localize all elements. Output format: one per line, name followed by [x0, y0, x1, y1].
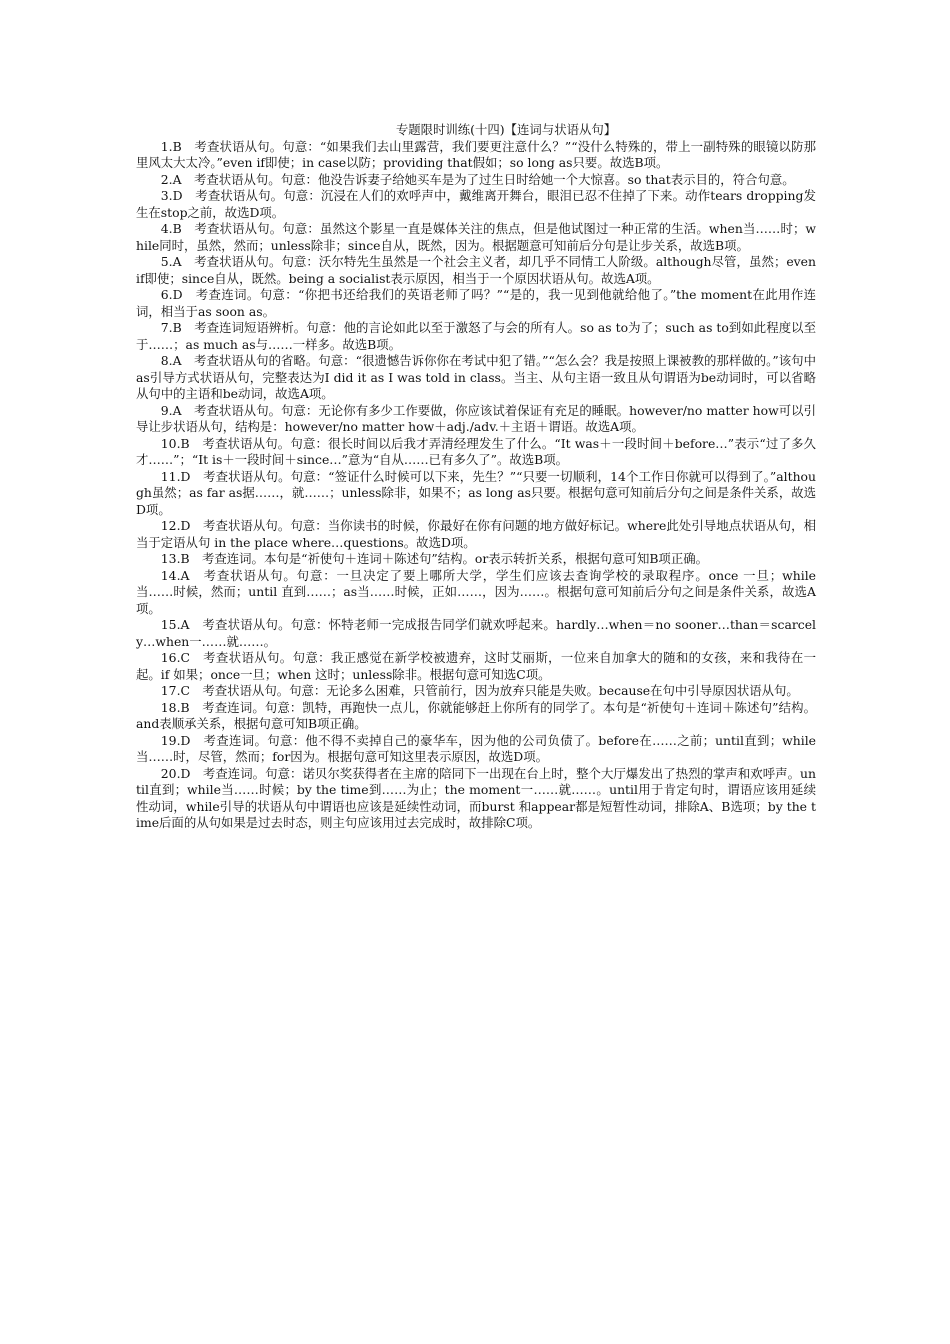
- answer-item-17: 17.C 考查状语从句。句意：无论多么困难，只管前行，因为放弃只能是失败。because在句中引导原因状语从句。: [160, 683, 799, 698]
- document-title: 专题限时训练(十四)【连词与状语从句】: [395, 122, 617, 137]
- answer-item-7: 7.B 考查连词短语辨析。句意：他的言论如此以至于激怒了与会的所有人。so as to为了；such as to到如此程度以至于……；as much as与……一样多。故选B项。: [136, 320, 816, 352]
- answer-item-4: 4.B 考查状语从句。句意：虽然这个影星一直是媒体关注的焦点，但是他试图过一种正常的生活。when当……时；while同时，虽然，然而；unless除非；since自从，既然，因为。根据题意可知前后分句是让步关系，故选B项。: [136, 221, 816, 253]
- answer-item-12: 12.D 考查状语从句。句意：当你读书的时候，你最好在你有问题的地方做好标记。where此处引导地点状语从句，相当于定语从句 in the place where…questions。故选D项。: [136, 518, 816, 550]
- answer-item-8: 8.A 考查状语从句的省略。句意：“很遗憾告诉你你在考试中犯了错。”“怎么会？我是按照上课被教的那样做的。”该句中as引导方式状语从句，完整表达为I did it as I was told in class。当主、从句主语一致且从句谓语为be动词时，可以省略从句中的主语和be动词，故选A项。: [136, 353, 816, 401]
- answer-item-14: 14.A 考查状语从句。句意：一旦决定了要上哪所大学，学生们应该去查询学校的录取程序。once 一旦；while 当……时候，然而；until 直到……；as当……时候，正如……，因为……。根据句意可知前后分句之间是条件关系，故选A项。: [136, 567, 816, 616]
- answer-item-1: 1.B 考查状语从句。句意：“如果我们去山里露营，我们要更注意什么？”“没什么特殊的，带上一副特殊的眼镜以防那里风太大太冷。”even if即使；in case以防；providing that假如；so long as只要。故选B项。: [136, 138, 816, 170]
- answer-item-3: 3.D 考查状语从句。句意：沉浸在人们的欢呼声中，戴维离开舞台，眼泪已忍不住掉了下来。动作tears dropping发生在stop之前，故选D项。: [136, 188, 816, 220]
- answer-item-5: 5.A 考查状语从句。句意：沃尔特先生虽然是一个社会主义者，却几乎不同情工人阶级。although尽管，虽然；even if即使；since自从，既然。being a socialist表示原因，相当于一个原因状语从句。故选A项。: [136, 254, 816, 286]
- answer-item-13: 13.B 考查连词。本句是“祈使句＋连词＋陈述句”结构。or表示转折关系，根据句意可知B项正确。: [160, 551, 708, 566]
- answer-item-10: 10.B 考查状语从句。句意：很长时间以后我才弄清经理发生了什么。“It was＋一段时间＋before…”表示“过了多久才……”；“It is＋一段时间＋since…”意为“自从……已有多久了”。故选B项。: [136, 435, 816, 467]
- document-page: [136, 122, 816, 832]
- answer-item-16: 16.C 考查状语从句。句意：我正感觉在新学校被遗弃，这时艾丽斯，一位来自加拿大的随和的女孩，来和我待在一起。if 如果；once一旦；when 这时；unless除非。根据句意可知选C项。: [136, 650, 816, 682]
- answer-item-15: 15.A 考查状语从句。句意：怀特老师一完成报告同学们就欢呼起来。hardly…when＝no sooner…than＝scarcely…when一……就……。: [136, 617, 816, 649]
- answer-item-2: 2.A 考查状语从句。句意：他没告诉妻子给她买车是为了过生日时给她一个大惊喜。so that表示目的，符合句意。: [160, 171, 795, 187]
- answer-item-6: 6.D 考查连词。句意：“你把书还给我们的英语老师了吗？”“是的，我一见到他就给他了。”the moment在此用作连词，相当于as soon as。: [136, 287, 816, 319]
- answer-item-11: 11.D 考查状语从句。句意：“签证什么时候可以下来，先生？”“只要一切顺利，14个工作日你就可以得到了。”although虽然；as far as据……，就……；unless除非，如果不；as long as只要。根据句意可知前后分句之间是条件关系，故选D项。: [136, 468, 816, 517]
- answer-item-9: 9.A 考查状语从句。句意：无论你有多少工作要做，你应该试着保证有充足的睡眠。however/no matter how可以引导让步状语从句，结构是：however/no matter how＋adj./adv.＋主语＋谓语。故选A项。: [136, 402, 816, 434]
- answer-item-18: 18.B 考查连词。句意：凯特，再跑快一点儿，你就能够赶上你所有的同学了。本句是“祈使句＋连词＋陈述句”结构。and表顺承关系，根据句意可知B项正确。: [136, 699, 816, 731]
- answer-item-20: 20.D 考查连词。句意：诺贝尔奖获得者在主席的陪同下一出现在台上时，整个大厅爆发出了热烈的掌声和欢呼声。until直到；while当……时候；by the time到……为止；the moment一……就……。until用于肯定句时，谓语应该用延续性动词，while引导的状语从句中谓语也应该是延续性动词，而burst 和appear都是短暂性动词，排除A、B选项；by the time后面的从句如果是过去时态，则主句应该用过去完成时，故排除C项。: [136, 765, 816, 830]
- answer-item-19: 19.D 考查连词。句意：他不得不卖掉自己的豪华车，因为他的公司负债了。before在……之前；until直到；while当……时，尽管，然而；for因为。根据句意可知这里表示原因，故选D项。: [136, 732, 816, 764]
